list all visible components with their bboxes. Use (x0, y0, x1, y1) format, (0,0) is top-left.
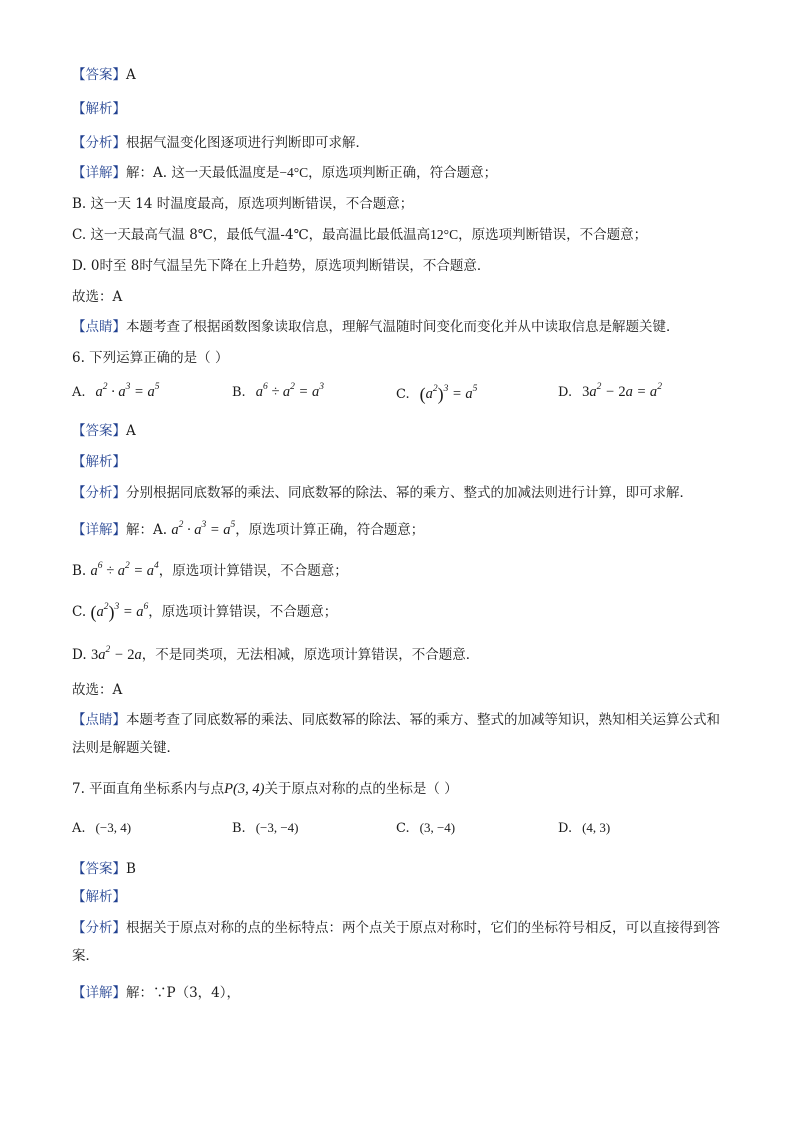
fenxi-tag: 【分析】 (72, 920, 126, 936)
q6-option-d-label: D. (558, 385, 573, 400)
q5-detail-d-line (72, 256, 734, 276)
q5-analysis-heading (72, 99, 734, 119)
q7-detail: 解：∵P（3，4）， (126, 985, 241, 1001)
q6-answer: A (126, 423, 136, 439)
q5-choose: 故选：A (72, 289, 123, 305)
q6-option-c-label: C. (396, 387, 410, 402)
detail-tag: 【详解】 (72, 165, 126, 181)
q7-fenxi-block (72, 914, 728, 970)
q7-option-d[interactable] (558, 820, 610, 836)
q5-detail-c-post: ，原选项判断错误，不合题意； (458, 227, 648, 243)
q7-option-b[interactable] (232, 820, 299, 836)
q6-fenxi-line (72, 483, 734, 503)
q7-stem-post: 关于原点对称的点的坐标是（ ） (264, 781, 458, 797)
comment-tag: 【点睛】 (72, 712, 126, 728)
analysis-tag: 【解析】 (72, 454, 126, 470)
q5-detail-a-value: −4°C (279, 165, 309, 180)
q6-option-c[interactable] (396, 384, 477, 405)
q6-option-d[interactable] (558, 384, 662, 401)
q6-detail-d-formula: $3a^2 - 2a$ (90, 645, 142, 663)
analysis-tag: 【解析】 (72, 889, 126, 905)
q6-fenxi: 分别根据同底数幂的乘法、同底数幂的除法、幂的乘方、整式的加减法则进行计算，即可求解． (126, 485, 693, 501)
q6-option-a[interactable] (72, 384, 159, 401)
q6-detail-b-formula: $a^6 \div a^2 = a^4$ (90, 561, 159, 579)
q7-option-a[interactable] (72, 820, 131, 836)
detail-tag: 【详解】 (72, 985, 126, 1001)
q6-detail-c-post: ，原选项计算错误，不合题意； (148, 604, 338, 620)
q5-detail-a-pre: 解：A. 这一天最低温度是 (126, 165, 280, 181)
q5-fenxi: 根据气温变化图逐项进行判断即可求解． (126, 135, 369, 151)
answer-tag: 【答案】 (72, 423, 126, 439)
q7-analysis-heading (72, 887, 734, 907)
q6-analysis-heading (72, 452, 734, 472)
q6-detail-d-post: ，不是同类项，无法相减，原选项计算错误，不合题意． (141, 647, 480, 663)
q6-detail-a-formula: $a^2 \cdot a^3 = a^5$ (171, 520, 236, 538)
q5-answer-line (72, 65, 734, 85)
q6-option-b[interactable] (232, 384, 324, 401)
q5-detail-c-pre: C. 这一天最高气温 8℃，最低气温-4℃，最高温比最低温高 (72, 227, 431, 243)
q6-detail-b-line (72, 561, 734, 581)
q7-option-c[interactable] (396, 820, 455, 836)
q6-detail-c-line (72, 602, 734, 622)
q7-fenxi: 根据关于原点对称的点的坐标特点：两个点关于原点对称时，它们的坐标符号相反，可以直接得到答案． (72, 920, 720, 964)
q7-option-b-value: (−3, −4) (255, 820, 299, 835)
analysis-tag: 【解析】 (72, 101, 126, 117)
q6-detail-b-pre: B. (72, 563, 91, 579)
q6-detail-a-line (72, 520, 734, 540)
comment-tag: 【点睛】 (72, 319, 126, 335)
detail-tag: 【详解】 (72, 522, 126, 538)
q5-choose-line (72, 287, 734, 307)
q7-stem-line (72, 779, 734, 799)
q7-options (72, 820, 732, 842)
fenxi-tag: 【分析】 (72, 485, 126, 501)
q6-option-a-label: A. (72, 385, 86, 400)
q7-option-b-label: B. (232, 821, 246, 836)
q6-option-a-formula: $a^2 \cdot a^3 = a^5$ (95, 382, 160, 400)
q6-detail-b-post: ，原选项计算错误，不合题意； (158, 563, 348, 579)
q7-detail-line (72, 983, 734, 1003)
q5-detail-b: B. 这一天 14 时温度最高，原选项判断错误，不合题意； (72, 196, 414, 212)
q7-stem-pre: 7. 平面直角坐标系内与点 (72, 781, 225, 797)
q6-option-b-label: B. (232, 385, 246, 400)
q6-detail-d-pre: D. (72, 647, 91, 663)
q6-comment-block (72, 706, 728, 762)
answer-tag: 【答案】 (72, 67, 126, 83)
q6-comment: 本题考查了同底数幂的乘法、同底数幂的除法、幂的乘方、整式的加减等知识，熟知相关运算公式和法则是解题关键． (72, 712, 720, 756)
q5-detail-a-post: ，原选项判断正确，符合题意； (308, 165, 498, 181)
q7-option-c-label: C. (396, 821, 410, 836)
q5-detail-a-line (72, 163, 734, 183)
q6-detail-d-line (72, 645, 734, 665)
q5-answer: A (126, 67, 136, 83)
q6-detail-c-pre: C. (72, 604, 91, 620)
q5-detail-b-line (72, 194, 734, 214)
q7-option-d-value: (4, 3) (582, 820, 611, 835)
answer-tag: 【答案】 (72, 861, 126, 877)
q7-option-d-label: D. (558, 821, 573, 836)
q6-detail-a-post: ，原选项计算正确，符合题意； (235, 522, 425, 538)
q5-detail-c-value: 12°C (430, 227, 459, 242)
q5-detail-c-line (72, 225, 734, 245)
q6-detail-a-pre: 解：A. (126, 522, 172, 538)
q5-comment-line (72, 317, 734, 337)
q6-stem-line (72, 348, 734, 368)
q5-detail-d: D. 0时至 8时气温呈先下降在上升趋势，原选项判断错误，不合题意． (72, 258, 491, 274)
q7-stem-point: P(3, 4) (224, 781, 265, 797)
q6-answer-line (72, 421, 734, 441)
q7-answer-line (72, 859, 734, 879)
q6-options (72, 384, 732, 406)
q6-option-d-formula: $3a^2 - 2a = a^2$ (582, 382, 662, 400)
q5-comment: 本题考查了根据函数图象读取信息，理解气温随时间变化而变化并从中读取信息是解题关键． (126, 319, 680, 335)
q7-option-a-value: (−3, 4) (95, 820, 132, 835)
q6-choose-line (72, 680, 734, 700)
q6-option-b-formula: $a^6 \div a^2 = a^3$ (255, 382, 324, 400)
q6-detail-c-formula: $(a^2)^3 = a^6$ (90, 602, 149, 622)
q7-option-a-label: A. (72, 821, 86, 836)
q6-choose: 故选：A (72, 682, 123, 698)
q6-option-c-formula: $(a^2)^3 = a^5$ (419, 384, 478, 404)
q7-answer: B (126, 861, 136, 877)
q5-fenxi-line (72, 133, 734, 153)
fenxi-tag: 【分析】 (72, 135, 126, 151)
q6-stem: 6. 下列运算正确的是（ ） (72, 350, 229, 366)
q7-option-c-value: (3, −4) (419, 820, 456, 835)
